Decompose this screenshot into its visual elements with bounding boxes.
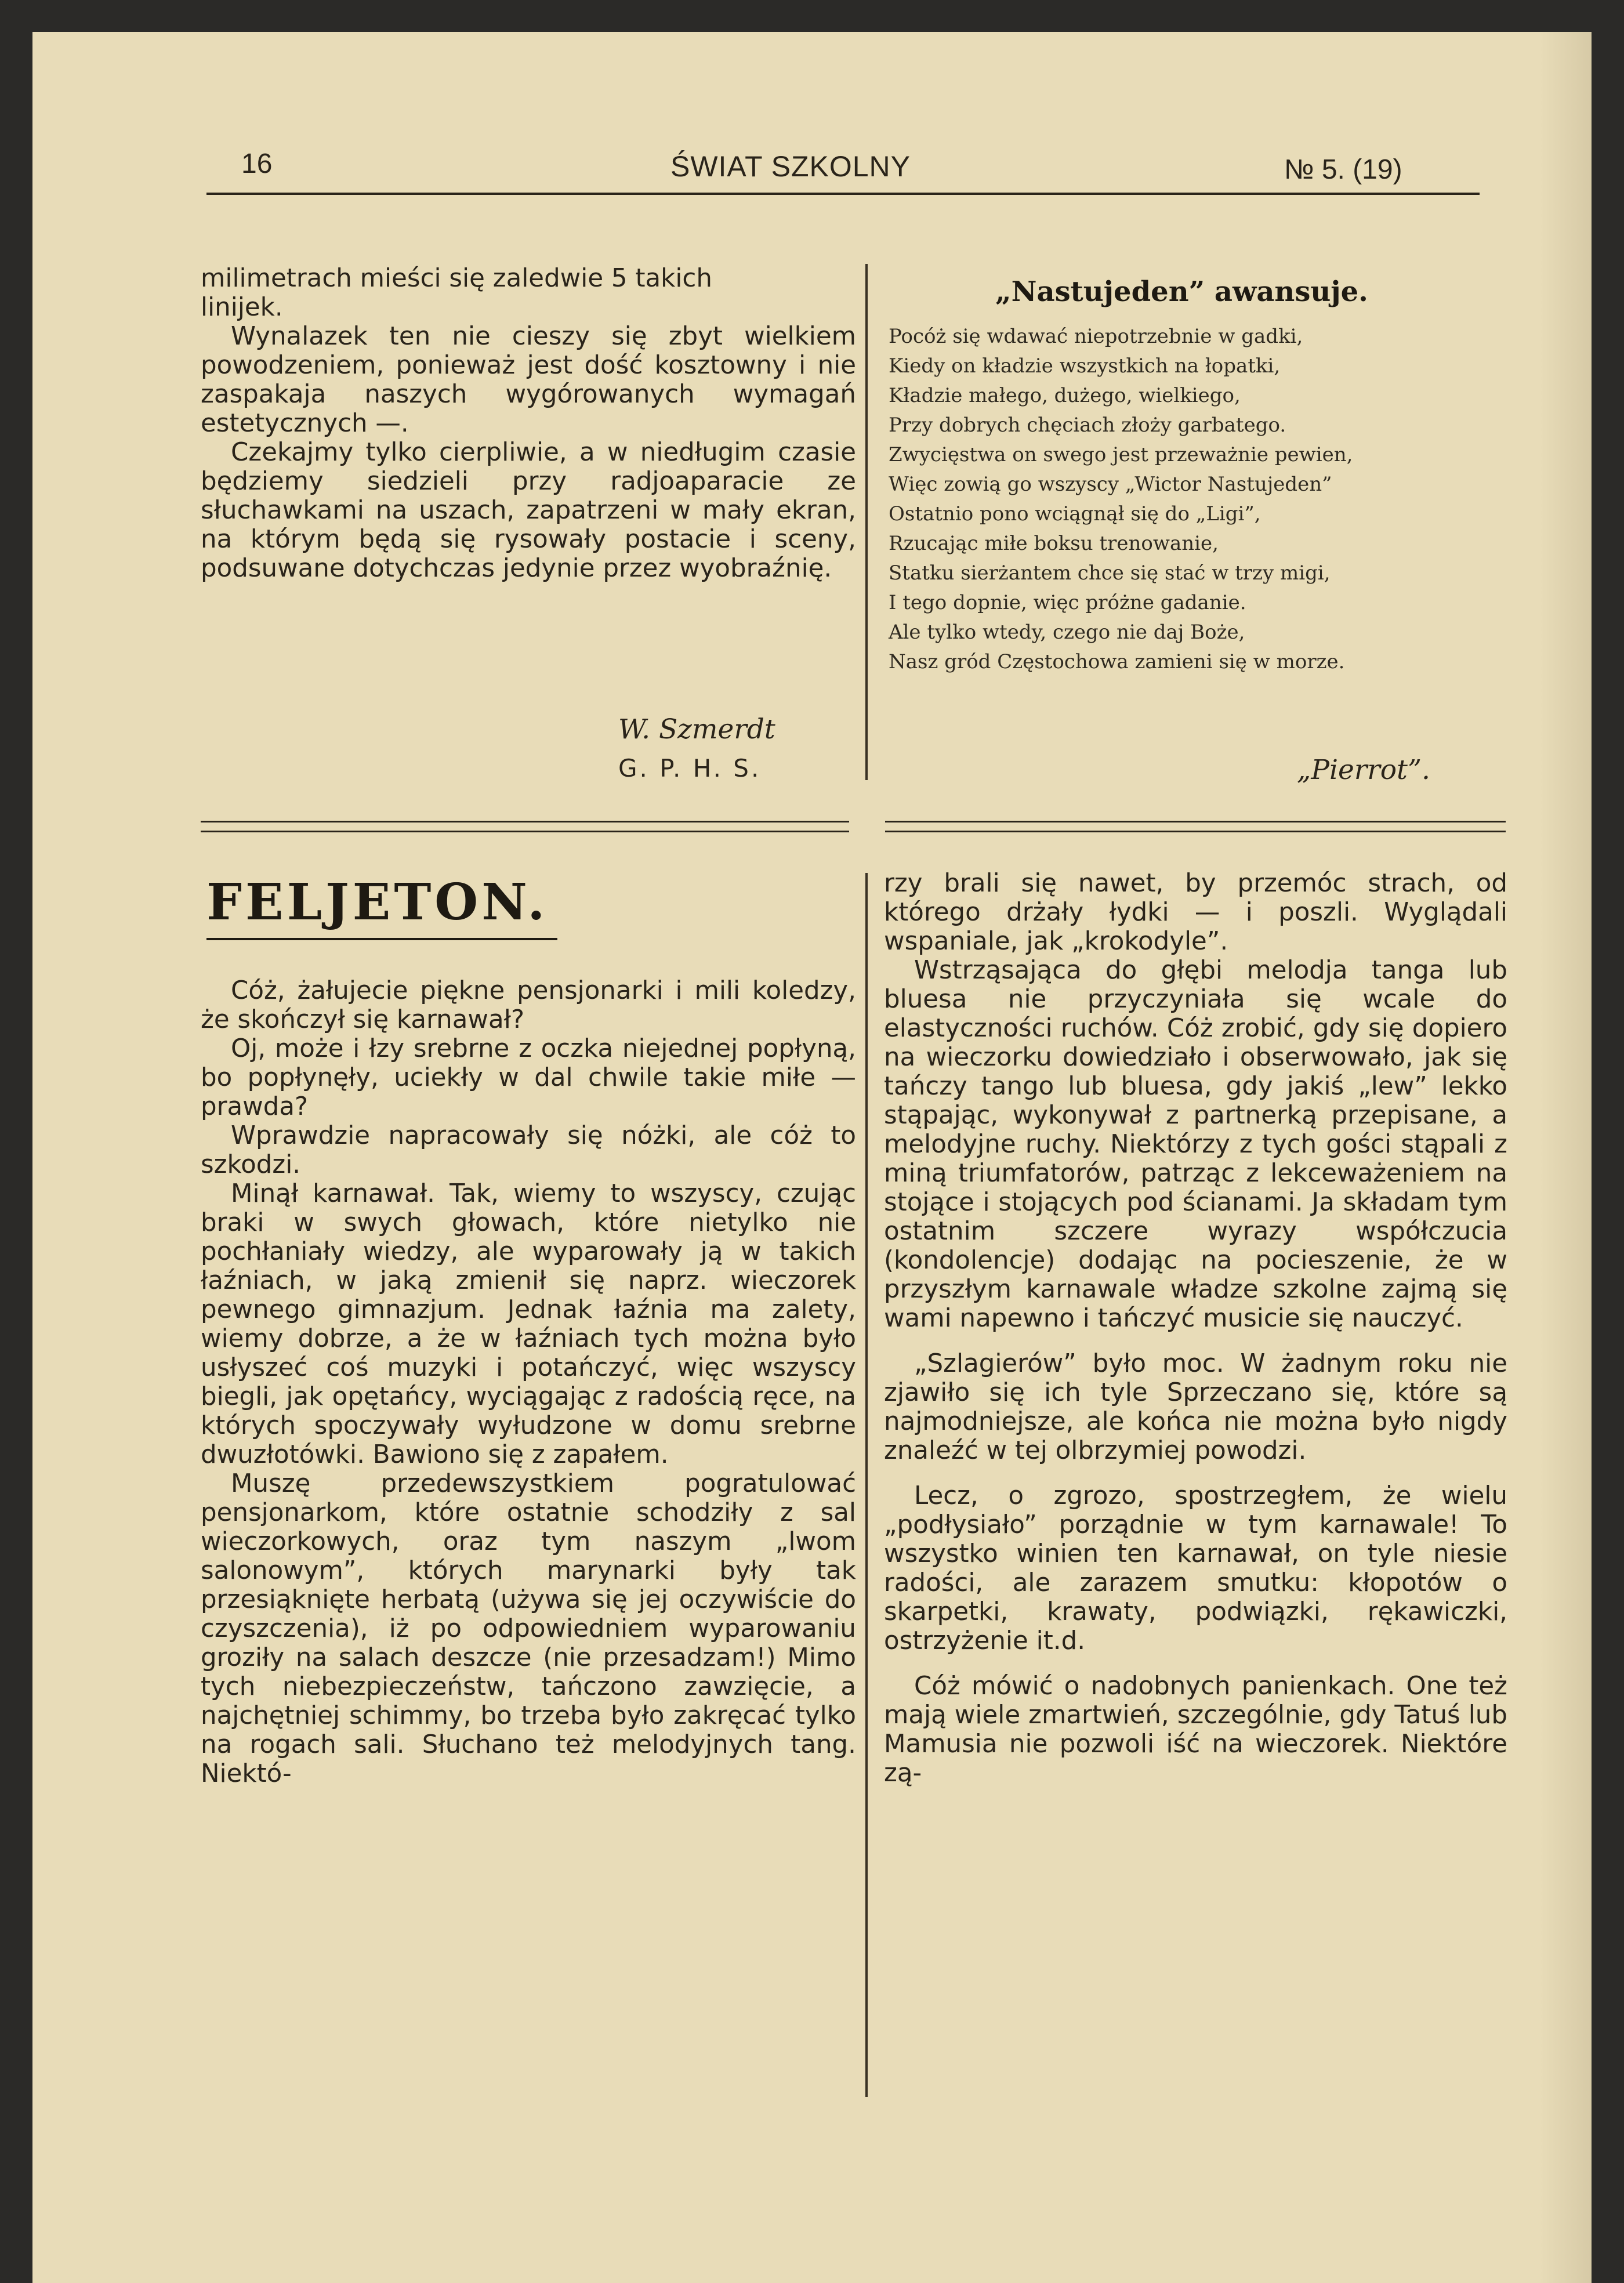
poem-line: Pocóż się wdawać niepotrzebnie w gadki,: [889, 325, 1303, 348]
article-line: linijek.: [201, 293, 283, 322]
feljeton-paragraph: Cóż, żałujecie piękne pensjonarki i mili koledzy, że skończył się karnawał?: [201, 976, 856, 1034]
article-signature: W. Szmerdt: [618, 713, 775, 745]
section-separator-left: [201, 821, 849, 832]
header-rule: [206, 193, 1480, 195]
article-paragraph: Wynalazek ten nie cieszy się zbyt wielkiem powodzeniem, ponieważ jest dość kosztowny i nie zaspakaja naszych wygórowanych wymagań estetycznych —.: [201, 322, 856, 438]
article-signature-org: G. P. H. S.: [618, 754, 762, 782]
column-divider-bottom: [865, 873, 868, 2097]
column-divider-top: [865, 264, 868, 780]
feljeton-paragraph: rzy brali się nawet, by przemóc strach, od którego drżały łydki — i poszli. Wyglądali wspaniale, jak „krokodyle”.: [884, 869, 1507, 956]
article-top-left: [201, 264, 856, 583]
publication-title: ŚWIAT SZKOLNY: [670, 150, 911, 183]
feljeton-paragraph: Lecz, o zgrozo, spostrzegłem, że wielu „podłysiało” porządnie w tym karnawale! To wszystko winien ten karnawał, on tyle niesie radości, ale zarazem smutku: kłopotów o skarpetki, krawaty, podwiązki, rękawiczki, ostrzyżenie it.d.: [884, 1481, 1507, 1655]
feljeton-paragraph: „Szlagierów” było moc. W żadnym roku nie zjawiło się ich tyle Sprzeczano się, które są najmodniejsze, ale końca nie można było nigdy znaleźć w tej olbrzymiej powodzi.: [884, 1349, 1507, 1465]
article-line: milimetrach mieści się zaledwie 5 takich: [201, 264, 712, 293]
feljeton-paragraph: Cóż mówić o nadobnych panienkach. One też mają wiele zmartwień, szczególnie, gdy Tatuś lub Mamusia nie pozwoli iść na wieczorek. Niektóre zą-: [884, 1672, 1507, 1788]
poem-line: Ostatnio pono wciągnął się do „Ligi”,: [889, 502, 1261, 526]
poem-title: „Nastujeden” awansuje.: [995, 276, 1368, 308]
feljeton-paragraph: Minął karnawał. Tak, wiemy to wszyscy, czując braki w swych głowach, które nietylko nie pochłaniały wiedzy, ale wyparowały ją w takich łaźniach, w jaką zmienił się naprz. wieczorek pewnego gimnazjum. Jednak łaźnia ma zalety, wiemy dobrze, a że w łaźniach tych można było usłyszeć coś muzyki i potańczyć, więc wszyscy biegli, jak opętańcy, wyciągając z radością ręce, na których spoczywały wyłudzone w domu srebrne dwuzłotówki. Bawiono się z zapałem.: [201, 1179, 856, 1469]
feljeton-left-column: [201, 976, 856, 1788]
feljeton-paragraph: Oj, może i łzy srebrne z oczka niejednej popłyną, bo popłynęły, uciekły w dal chwile takie miłe — prawda?: [201, 1034, 856, 1121]
page-number: 16: [241, 148, 273, 179]
poem-line: Więc zowią go wszyscy „Wictor Nastujeden”: [889, 473, 1332, 496]
feljeton-paragraph: Muszę przedewszystkiem pogratulować pensjonarkom, które ostatnie schodziły z sal wieczorkowych, oraz tym naszym „lwom salonowym”, których marynarki były tak przesiąknięte herbatą (używa się jej oczywiście do czyszczenia), iż po odpowiedniem wyparowaniu groziły na salach deszcze (nie przesadzam!) Mimo tych niebezpieczeństw, tańczono zawzięcie, a najchętniej schimmy, bo trzeba było zakręcać tylko na rogach sali. Słuchano też melodyjnych tang. Niektó-: [201, 1469, 856, 1788]
poem-line: Zwycięstwa on swego jest przeważnie pewien,: [889, 443, 1353, 466]
poem-line: Kiedy on kładzie wszystkich na łopatki,: [889, 354, 1281, 378]
poem-line: Ale tylko wtedy, czego nie daj Boże,: [889, 621, 1245, 644]
poem-line: I tego dopnie, więc próżne gadanie.: [889, 591, 1246, 614]
poem-body: [889, 322, 1515, 677]
section-heading-rule: [206, 938, 557, 940]
poem-line: Nasz gród Częstochowa zamieni się w morze.: [889, 650, 1345, 673]
feljeton-paragraph: Wprawdzie napracowały się nóżki, ale cóż to szkodzi.: [201, 1121, 856, 1179]
section-separator-right: [885, 821, 1506, 832]
section-heading: FELJETON.: [206, 873, 549, 932]
issue-number: № 5. (19): [1284, 154, 1402, 185]
newspaper-page: [32, 32, 1592, 2283]
poem-line: Statku sierżantem chce się stać w trzy migi,: [889, 561, 1331, 585]
feljeton-right-column: [884, 869, 1507, 1788]
poem-signature: „Pierrot”.: [1297, 754, 1430, 786]
article-paragraph: Czekajmy tylko cierpliwie, a w niedługim czasie będziemy siedzieli przy radjoaparacie ze słuchawkami na uszach, zapatrzeni w mały ekran, na którym będą się rysowały postacie i sceny, podsuwane dotychczas jedynie przez wyobraźnię.: [201, 438, 856, 583]
poem-line: Kładzie małego, dużego, wielkiego,: [889, 384, 1241, 407]
poem-line: Przy dobrych chęciach złoży garbatego.: [889, 414, 1286, 437]
poem-line: Rzucając miłe boksu trenowanie,: [889, 532, 1219, 555]
feljeton-paragraph: Wstrząsająca do głębi melodja tanga lub bluesa nie przyczyniała się wcale do elastyczności ruchów. Cóż zrobić, gdy się dopiero na wieczorku dowiedziało i obserwowało, jak się tańczy tango lub bluesa, gdy jakiś „lew” lekko stąpając, wykonywał z partnerką przepisane, a melodyjne ruchy. Niektórzy z tych gości stąpali z miną triumfatorów, patrząc z lekceważeniem na stojące i stojących pod ścianami. Ja składam tym ostatnim szczere wyrazy współczucia (kondolencje) dodając na pocieszenie, że w przyszłym karnawale władze szkolne zajmą się wami napewno i tańczyć musicie się nauczyć.: [884, 956, 1507, 1333]
